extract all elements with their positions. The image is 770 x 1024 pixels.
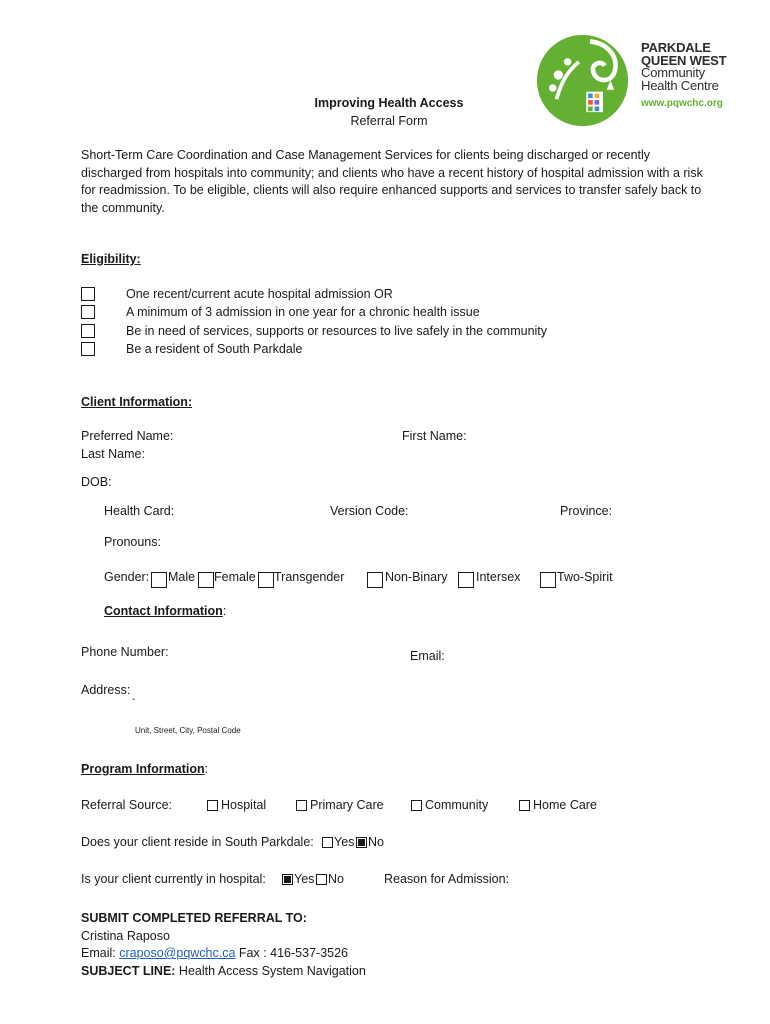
contact-person-name: Cristina Raposo bbox=[81, 929, 170, 943]
program-info-heading-text: Program Information bbox=[81, 762, 205, 776]
intro-paragraph: Short-Term Care Coordination and Case Management Services for clients being discharged or recently discharged from hospitals into community; and clients who have a recent history of hospital admission with a risk for readmission. To be eligible, clients will also require enhanced supports and services to transfer safely back to the community. bbox=[81, 148, 703, 215]
email-label: Email: bbox=[410, 649, 445, 663]
version-code-label: Version Code: bbox=[330, 504, 409, 518]
source-option-home-care: Home Care bbox=[533, 798, 597, 812]
source-option-community: Community bbox=[425, 798, 489, 812]
last-name-label: Last Name: bbox=[81, 447, 145, 461]
submit-email-link[interactable]: craposo@pqwchc.ca bbox=[119, 946, 236, 960]
hospital-question: Is your client currently in hospital: bbox=[81, 872, 266, 886]
logo-line-4: Health Centre bbox=[641, 77, 719, 93]
health-card-label: Health Card: bbox=[104, 504, 175, 518]
subject-line bbox=[81, 964, 366, 978]
form-title: Improving Health Access bbox=[314, 96, 464, 110]
address-label: Address: bbox=[81, 683, 131, 697]
phone-label: Phone Number: bbox=[81, 645, 169, 659]
source-checkbox-home-care[interactable] bbox=[519, 800, 530, 811]
gender-checkbox-two-spirit[interactable] bbox=[540, 572, 556, 588]
pronouns-label: Pronouns: bbox=[104, 535, 161, 549]
logo-wordmark bbox=[641, 42, 726, 111]
reside-question: Does your client reside in South Parkdale: bbox=[81, 835, 314, 849]
form-subtitle: Referral Form bbox=[350, 114, 428, 128]
eligibility-item-4: Be a resident of South Parkdale bbox=[126, 342, 303, 356]
program-info-heading-colon: : bbox=[204, 762, 209, 776]
address-dash: - bbox=[132, 694, 136, 705]
eligibility-item-3: Be in need of services, supports or resources to live safely in the community bbox=[126, 324, 548, 338]
logo-line-3: Community bbox=[641, 65, 705, 80]
reside-no-checkbox[interactable] bbox=[356, 837, 367, 848]
reason-for-admission-label: Reason for Admission: bbox=[384, 872, 510, 886]
client-info-heading: Client Information: bbox=[81, 395, 193, 409]
subject-line-label: SUBJECT LINE: bbox=[81, 964, 176, 978]
contact-info-heading-text: Contact Information bbox=[104, 604, 223, 618]
gender-option-female: Female bbox=[214, 570, 256, 584]
eligibility-checkbox-3[interactable] bbox=[81, 324, 95, 338]
gender-checkbox-male[interactable] bbox=[151, 572, 167, 588]
eligibility-checkbox-4[interactable] bbox=[81, 342, 95, 356]
source-checkbox-hospital[interactable] bbox=[207, 800, 218, 811]
submit-email-line bbox=[81, 946, 348, 960]
hospital-no-checkbox[interactable] bbox=[316, 874, 327, 885]
submit-heading: SUBMIT COMPLETED REFERRAL TO: bbox=[81, 911, 307, 925]
eligibility-item-1: One recent/current acute hospital admission OR bbox=[126, 287, 393, 301]
subject-line-value: Health Access System Navigation bbox=[175, 964, 366, 978]
gender-checkbox-non-binary[interactable] bbox=[367, 572, 383, 588]
logo-url: www.pqwchc.org bbox=[641, 98, 723, 109]
source-option-hospital: Hospital bbox=[221, 798, 267, 812]
gender-option-transgender: Transgender bbox=[274, 570, 345, 584]
logo-line-2: QUEEN WEST bbox=[641, 52, 727, 68]
hospital-yes-checkbox[interactable] bbox=[282, 874, 293, 885]
eligibility-checkbox-1[interactable] bbox=[81, 287, 95, 301]
contact-info-heading bbox=[104, 604, 226, 618]
hospital-no-label: No bbox=[328, 872, 344, 886]
program-info-heading bbox=[81, 762, 208, 776]
reside-yes-label: Yes bbox=[334, 835, 355, 849]
gender-checkbox-intersex[interactable] bbox=[458, 572, 474, 588]
gender-option-non-binary: Non-Binary bbox=[385, 570, 448, 584]
gender-option-male: Male bbox=[168, 570, 196, 584]
reside-no-label: No bbox=[368, 835, 384, 849]
province-label: Province: bbox=[560, 504, 613, 518]
gender-checkbox-female[interactable] bbox=[198, 572, 214, 588]
logo-line-1: PARKDALE bbox=[641, 40, 711, 55]
address-hint: Unit, Street, City, Postal Code bbox=[135, 726, 241, 735]
submit-email-label: Email: bbox=[81, 946, 120, 960]
submit-fax: Fax : 416-537-3526 bbox=[235, 946, 348, 960]
eligibility-checkbox-2[interactable] bbox=[81, 305, 95, 319]
eligibility-heading: Eligibility: bbox=[81, 252, 141, 266]
source-checkbox-community[interactable] bbox=[411, 800, 422, 811]
hospital-yes-label: Yes bbox=[294, 872, 315, 886]
source-checkbox-primary-care[interactable] bbox=[296, 800, 307, 811]
gender-option-intersex: Intersex bbox=[476, 570, 521, 584]
eligibility-item-2: A minimum of 3 admission in one year for a chronic health issue bbox=[126, 305, 480, 319]
gender-checkbox-transgender[interactable] bbox=[258, 572, 274, 588]
dob-label: DOB: bbox=[81, 475, 112, 489]
gender-option-two-spirit: Two-Spirit bbox=[557, 570, 613, 584]
reside-yes-checkbox[interactable] bbox=[322, 837, 333, 848]
gender-label: Gender: bbox=[104, 570, 150, 584]
preferred-name-label: Preferred Name: bbox=[81, 429, 174, 443]
first-name-label: First Name: bbox=[402, 429, 467, 443]
source-option-primary-care: Primary Care bbox=[310, 798, 384, 812]
pqwchc-logo-icon bbox=[536, 34, 629, 127]
referral-source-label: Referral Source: bbox=[81, 798, 173, 812]
contact-info-heading-colon: : bbox=[222, 604, 227, 618]
